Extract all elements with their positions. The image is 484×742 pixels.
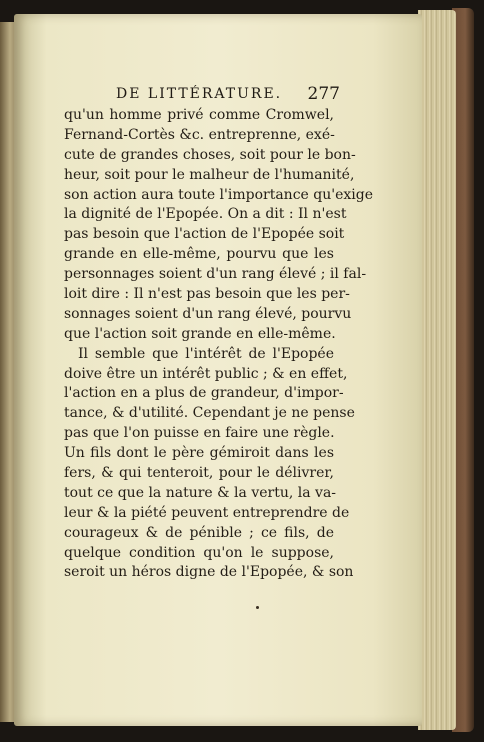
text-line: seroit un héros digne de l'Epopée, & son: [64, 564, 354, 581]
text-line: fers, & qui tenteroit, pour le délivrer,: [64, 465, 334, 482]
text-line: sonnages soient d'un rang élevé, pourvu: [64, 305, 352, 322]
running-header: [116, 84, 340, 106]
text-line: Un fils dont le père gémiroit dans les: [64, 445, 334, 462]
text-line: courageux & de pénible ; ce fils, de: [64, 524, 334, 541]
text-line: pas que l'on puisse en faire une règle.: [64, 425, 335, 442]
printer-mark: [256, 606, 259, 609]
text-line: son action aura toute l'importance qu'exige: [64, 186, 374, 203]
text-line: leur & la piété peuvent entreprendre de: [64, 504, 350, 521]
text-line: Fernand-Cortès &c. entreprenne, exé-: [64, 126, 335, 143]
text-line: qu'un homme privé comme Cromwel,: [64, 107, 334, 123]
text-line: l'action en a plus de grandeur, d'impor-: [64, 385, 344, 402]
text-line: grande en elle-même, pourvu que les: [64, 246, 334, 263]
page-number: 277: [307, 84, 340, 104]
text-line: personnages soient d'un rang élevé ; il fal-: [64, 266, 367, 283]
text-line: loit dire : Il n'est pas besoin que les per-: [64, 286, 350, 303]
text-line: quelque condition qu'on le suppose,: [64, 544, 334, 561]
running-title: DE LITTÉRATURE.: [116, 86, 283, 102]
text-line: la dignité de l'Epopée. On a dit : Il n'est: [64, 206, 347, 223]
text-line: pas besoin que l'action de l'Epopée soit: [64, 226, 345, 243]
body-text: [64, 106, 374, 583]
text-line: cute de grandes choses, soit pour le bon-: [64, 146, 356, 163]
text-line: que l'action soit grande en elle-même.: [64, 325, 336, 342]
page-edges: [418, 10, 456, 730]
text-line: doive être un intérêt public ; & en effet,: [64, 365, 348, 382]
text-line: heur, soit pour le malheur de l'humanité,: [64, 166, 355, 183]
text-line: Il semble que l'intérêt de l'Epopée: [78, 345, 334, 362]
text-line: tout ce que la nature & la vertu, la va-: [64, 484, 337, 501]
text-line: tance, & d'utilité. Cependant je ne pense: [64, 405, 355, 422]
